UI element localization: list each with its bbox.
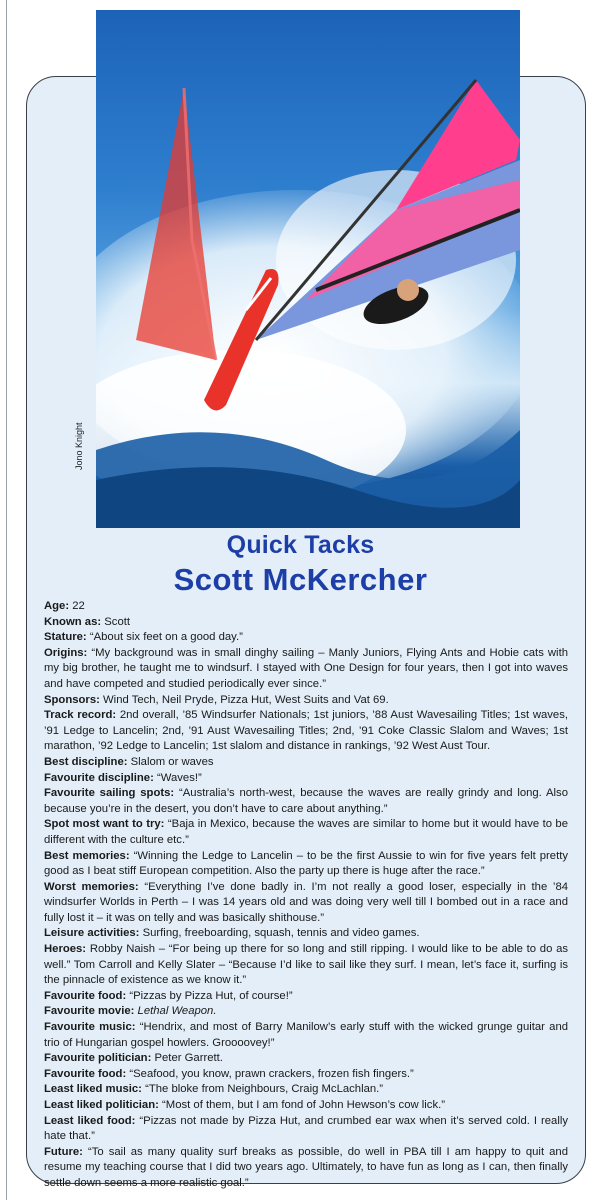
entry-label: Favourite food:	[44, 1067, 127, 1080]
entry-heroes	[44, 942, 568, 989]
entry-label: Spot most want to try:	[44, 818, 165, 831]
entry-least-liked-food	[44, 1114, 568, 1145]
entry-favourite-food-2	[44, 1067, 568, 1083]
entry-text: 2nd overall, ’85 Windsurfer Nationals; 1st juniors, ’88 Aust Wavesailing Titles; 1st waves, ’91 Ledge to Lancelin; 2nd, ’91 Aust Wavesailing Titles; 2nd, ’91 Coke Classic Slalom and Waves; 1st marathon, ’92 Ledge to Lancelin; 1st slalom and distance in rankings, ’92 West Aust Tour.	[44, 709, 568, 753]
entry-label: Best memories:	[44, 849, 130, 862]
entry-known-as	[44, 615, 568, 631]
entry-label: Favourite music:	[44, 1021, 136, 1034]
entry-label: Known as:	[44, 615, 102, 628]
entry-label: Track record:	[44, 709, 117, 722]
entry-label: Heroes:	[44, 943, 87, 956]
entry-text: “Seafood, you know, prawn crackers, frozen fish fingers.”	[129, 1067, 414, 1080]
entry-text: Robby Naish – “For being up there for so long and still ripping. I would like to be able to do as well.” Tom Carroll and Kelly Slater – “Because I’d like to sail like they surf. I mean, let’s face it, surfing is the pinnacle of existence as we know it.”	[44, 943, 569, 987]
entry-text: Lethal Weapon.	[137, 1005, 217, 1018]
entry-label: Best discipline:	[44, 755, 128, 768]
entry-text: “Everything I’ve done badly in. I’m not really a good loser, especially in the ’84 windsurfer Worlds in Perth – I was 14 years old and was doing very well till I bombed out in a race and fully lost it – it was on telly and was basically shithouse.”	[44, 880, 569, 924]
entry-text: Wind Tech, Neil Pryde, Pizza Hut, West Suits and Vat 69.	[103, 693, 389, 706]
entry-worst-memories	[44, 880, 568, 927]
entry-text: Peter Garrett.	[154, 1052, 223, 1065]
entry-label: Sponsors:	[44, 693, 100, 706]
entry-favourite-music	[44, 1020, 568, 1051]
entry-text: “About six feet on a good day.”	[89, 631, 243, 644]
entry-label: Favourite movie:	[44, 1005, 135, 1018]
entry-label: Age:	[44, 600, 70, 612]
entry-label: Favourite food:	[44, 989, 127, 1002]
entry-least-liked-politician	[44, 1098, 568, 1114]
entry-text: Surfing, freeboarding, squash, tennis and video games.	[142, 927, 420, 940]
entry-label: Origins:	[44, 646, 88, 659]
entry-label: Worst memories:	[44, 880, 139, 893]
entry-text: “Most of them, but I am fond of John Hewson’s cow lick.”	[162, 1099, 445, 1111]
entry-label: Least liked food:	[44, 1114, 136, 1127]
page-margin-line	[6, 0, 7, 1200]
entry-text: “Waves!”	[157, 771, 202, 784]
entry-stature	[44, 630, 568, 646]
entry-text: “Hendrix, and most of Barry Manilow’s early stuff with the wicked grunge guitar and trio of Hungarian gospel howlers. Groooovey!”	[44, 1021, 569, 1049]
entry-least-liked-music	[44, 1082, 568, 1098]
entry-favourite-movie	[44, 1004, 568, 1020]
entry-label: Future:	[44, 1145, 83, 1158]
page-title: Scott McKercher	[173, 562, 428, 597]
entry-favourite-food	[44, 989, 568, 1005]
entry-text: “Pizzas by Pizza Hut, of course!”	[129, 989, 293, 1002]
entry-label: Favourite sailing spots:	[44, 787, 175, 800]
windsurfer-illustration	[96, 10, 520, 528]
entry-label: Leisure activities:	[44, 927, 140, 940]
entry-text: Scott	[104, 615, 131, 628]
entry-favourite-discipline	[44, 771, 568, 787]
entry-text: “Australia’s north-west, because the waves are really grindy and long. Also because you’re in the desert, you don’t have to care about anything.”	[44, 787, 568, 815]
entry-age	[44, 599, 568, 615]
profile-entries	[44, 599, 568, 1192]
entry-leisure-activities	[44, 926, 568, 942]
windsurfer-photo	[96, 10, 520, 528]
entry-favourite-sailing-spots	[44, 786, 568, 817]
entry-text: “Winning the Ledge to Lancelin – to be the first Aussie to win for five years felt pretty good as I beat stiff European competition. Also the party up there is huge after the race.”	[44, 849, 569, 878]
entry-label: Favourite politician:	[44, 1052, 152, 1065]
entry-text: 22	[72, 600, 85, 612]
entry-origins	[44, 646, 568, 693]
entry-label: Stature:	[44, 631, 87, 644]
entry-text: “Baja in Mexico, because the waves are similar to home but it would have to be different with the culture etc.”	[44, 818, 569, 846]
entry-track-record	[44, 708, 568, 755]
entry-text: “The bloke from Neighbours, Craig McLachlan.”	[145, 1083, 384, 1096]
entry-text: Slalom or waves	[130, 755, 214, 768]
photo-credit: Jono Knight	[74, 422, 84, 470]
entry-sponsors	[44, 693, 568, 709]
entry-best-memories	[44, 849, 568, 880]
entry-text: “My background was in small dinghy sailing – Manly Juniors, Flying Ants and Hobie cats with my big brother, he taught me to windsurf. I stayed with One Design for four years, then I got into waves and have competed and studied periodically ever since.”	[44, 646, 568, 690]
entry-future	[44, 1145, 568, 1192]
section-subtitle: Quick Tacks	[226, 531, 375, 559]
entry-label: Least liked music:	[44, 1083, 142, 1096]
entry-favourite-politician	[44, 1051, 568, 1067]
entry-label: Favourite discipline:	[44, 771, 154, 784]
entry-best-discipline	[44, 755, 568, 771]
entry-label: Least liked politician:	[44, 1099, 159, 1111]
entry-text: “Pizzas not made by Pizza Hut, and crumbed ear wax when it’s served cold. I really hate that.”	[44, 1114, 569, 1143]
entry-text: “To sail as many quality surf breaks as possible, do well in PBA till I am happy to quit and resume my teaching course that I did two years ago. Ultimately, to have fun as long as I can, then finally settle down seems a more realistic goal.”	[44, 1145, 569, 1189]
entry-spot-most-want	[44, 817, 568, 848]
